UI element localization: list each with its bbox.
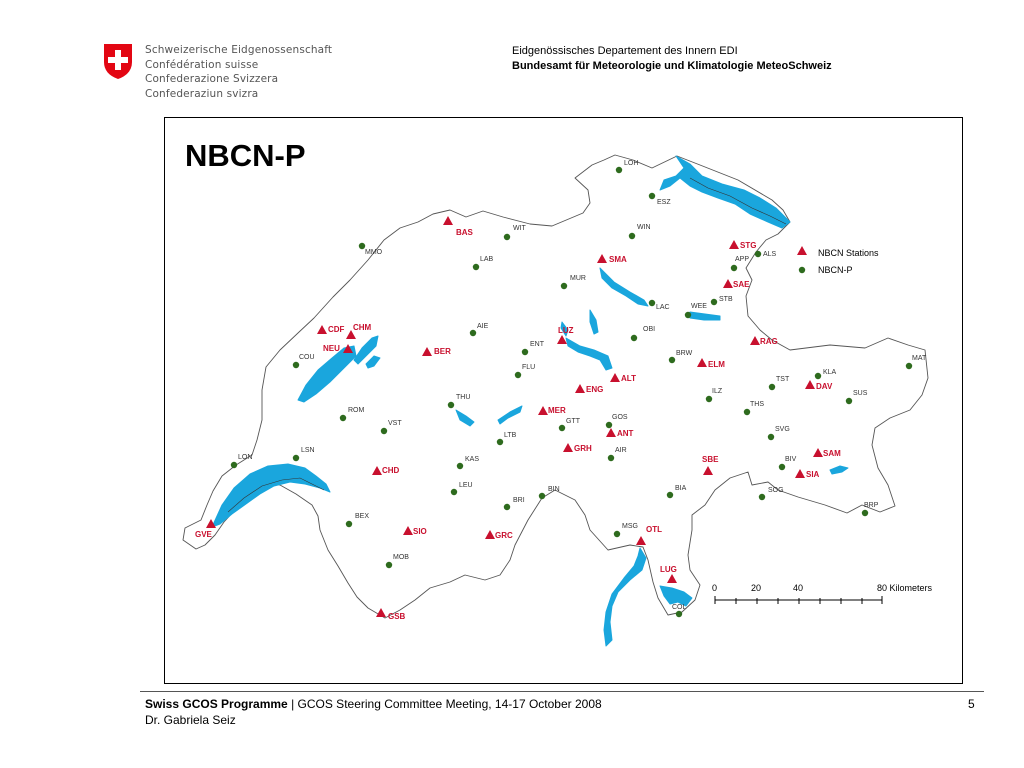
nbcn-marker-sbe bbox=[703, 466, 713, 475]
nbcnp-marker-lab bbox=[473, 264, 479, 270]
nbcnp-marker-mat bbox=[906, 363, 912, 369]
footer-divider bbox=[140, 691, 984, 692]
nbcnp-label-mat: MAT bbox=[912, 355, 927, 362]
nbcn-marker-lug bbox=[667, 574, 677, 583]
nbcnp-marker-app bbox=[731, 265, 737, 271]
nbcnp-marker-thu bbox=[448, 402, 454, 408]
nbcnp-label-lab: LAB bbox=[480, 256, 494, 263]
nbcn-label-gsb: GSB bbox=[388, 612, 406, 621]
nbcnp-marker-aie bbox=[470, 330, 476, 336]
page-number: 5 bbox=[968, 697, 975, 711]
nbcnp-marker-bia bbox=[667, 492, 673, 498]
nbcnp-label-air: AIR bbox=[615, 447, 627, 454]
map-legend bbox=[797, 246, 879, 275]
nbcnp-marker-ltb bbox=[497, 439, 503, 445]
nbcn-label-lug: LUG bbox=[660, 565, 677, 574]
nbcnp-marker-gos bbox=[606, 422, 612, 428]
nbcnp-marker-cou bbox=[293, 362, 299, 368]
nbcnp-marker-lac bbox=[649, 300, 655, 306]
nbcn-marker-sae bbox=[723, 279, 733, 288]
nbcnp-marker-tst bbox=[769, 384, 775, 390]
nbcn-label-elm: ELM bbox=[708, 360, 725, 369]
nbcn-marker-chd bbox=[372, 466, 382, 475]
nbcn-label-otl: OTL bbox=[646, 525, 662, 534]
nbcn-marker-rag bbox=[750, 336, 760, 345]
lake-lucerne bbox=[566, 338, 612, 370]
nbcn-marker-gsb bbox=[376, 608, 386, 617]
nbcn-marker-eng bbox=[575, 384, 585, 393]
lake-zurich bbox=[600, 268, 648, 306]
nbcn-label-gve: GVE bbox=[195, 530, 212, 539]
nbcn-marker-dav bbox=[805, 380, 815, 389]
nbcn-label-sae: SAE bbox=[733, 280, 750, 289]
nbcnp-marker-esz bbox=[649, 193, 655, 199]
nbcnp-label-thu: THU bbox=[456, 394, 471, 401]
confed-line-rm: Confederaziun svizra bbox=[145, 87, 259, 100]
nbcnp-label-gos: GOS bbox=[612, 414, 628, 421]
nbcnp-label-lon: LON bbox=[238, 454, 253, 461]
nbcn-marker-bas bbox=[443, 216, 453, 225]
nbcnp-label-ltb: LTB bbox=[504, 432, 517, 439]
nbcnp-label-bin: BIN bbox=[548, 486, 560, 493]
nbcnp-marker-wit bbox=[504, 234, 510, 240]
nbcnp-label-wee: WEE bbox=[691, 303, 707, 310]
lake-geneva bbox=[212, 464, 330, 527]
nbcnp-marker-brp bbox=[862, 510, 868, 516]
nbcnp-label-esz: ESZ bbox=[657, 199, 671, 206]
nbcnp-marker-kla bbox=[815, 373, 821, 379]
nbcnp-label-svg: SVG bbox=[775, 426, 790, 433]
nbcnp-label-obi: OBI bbox=[643, 326, 656, 333]
nbcn-marker-ant bbox=[606, 428, 616, 437]
nbcnp-label-mur: MUR bbox=[570, 275, 586, 282]
nbcnp-label-biv: BIV bbox=[785, 456, 797, 463]
nbcn-marker-stg bbox=[729, 240, 739, 249]
nbcnp-marker-mur bbox=[561, 283, 567, 289]
nbcn-label-ber: BER bbox=[434, 347, 451, 356]
nbcn-label-chd: CHD bbox=[382, 466, 400, 475]
scale-bar bbox=[712, 583, 933, 604]
slide-title: NBCN-P bbox=[185, 138, 306, 173]
lake-brienz bbox=[498, 406, 522, 424]
nbcnp-label-bia: BIA bbox=[675, 485, 687, 492]
nbcnp-label-mmo: MMO bbox=[365, 249, 383, 256]
nbcn-marker-sam bbox=[813, 448, 823, 457]
nbcnp-label-lac: LAC bbox=[656, 304, 670, 311]
nbcnp-marker-sog bbox=[759, 494, 765, 500]
scale-label-0: 0 bbox=[712, 583, 718, 593]
nbcnp-label-leu: LEU bbox=[459, 482, 473, 489]
nbcn-label-sma: SMA bbox=[609, 255, 627, 264]
nbcn-label-bas: BAS bbox=[456, 228, 473, 237]
nbcnp-label-stb: STB bbox=[719, 296, 733, 303]
nbcnp-label-win: WIN bbox=[637, 224, 651, 231]
nbcn-marker-elm bbox=[697, 358, 707, 367]
nbcnp-label-mob: MOB bbox=[393, 554, 409, 561]
nbcnp-label-kas: KAS bbox=[465, 456, 480, 463]
nbcn-label-ant: ANT bbox=[617, 429, 634, 438]
nbcnp-marker-stb bbox=[711, 299, 717, 305]
lake-murten bbox=[366, 356, 380, 368]
nbcnp-marker-loh bbox=[616, 167, 622, 173]
nbcnp-marker-mob bbox=[386, 562, 392, 568]
nbcnp-marker-air bbox=[608, 455, 614, 461]
lake-lugano bbox=[660, 586, 692, 606]
nbcn-marker-sio bbox=[403, 526, 413, 535]
footer-meeting: | GCOS Steering Committee Meeting, 14-17 October 2008 bbox=[291, 697, 602, 711]
lake-constance bbox=[660, 156, 790, 228]
department-name: Eidgenössisches Departement des Innern EDI bbox=[512, 45, 738, 57]
nbcnp-label-wit: WIT bbox=[513, 225, 526, 232]
nbcnp-label-flu: FLU bbox=[522, 364, 536, 371]
nbcnp-label-brp: BRP bbox=[864, 502, 879, 509]
nbcnp-marker-bin bbox=[539, 493, 545, 499]
nbcnp-label-ilz: ILZ bbox=[712, 388, 723, 395]
nbcn-marker-alt bbox=[610, 373, 620, 382]
nbcn-label-sia: SIA bbox=[806, 470, 820, 479]
office-name: Bundesamt für Meteorologie und Klimatologie MeteoSchweiz bbox=[512, 60, 832, 72]
lake-maggiore bbox=[604, 548, 646, 646]
legend-nbcn-label: NBCN Stations bbox=[818, 248, 879, 258]
nbcnp-marker-obi bbox=[631, 335, 637, 341]
nbcnp-marker-gtt bbox=[559, 425, 565, 431]
nbcnp-marker-ilz bbox=[706, 396, 712, 402]
nbcn-marker-luz bbox=[557, 335, 567, 344]
nbcn-marker-sia bbox=[795, 469, 805, 478]
footer-line-1 bbox=[145, 697, 602, 711]
nbcnp-marker-ent bbox=[522, 349, 528, 355]
nbcnp-marker-kas bbox=[457, 463, 463, 469]
nbcnp-marker-svg bbox=[768, 434, 774, 440]
lake-walen bbox=[690, 312, 720, 320]
nbcn-label-alt: ALT bbox=[621, 374, 636, 383]
lake-zug bbox=[590, 310, 598, 334]
nbcnp-label-brw: BRW bbox=[676, 350, 693, 357]
nbcnp-label-cou: COU bbox=[299, 354, 315, 361]
scale-label-80: 80 Kilometers bbox=[877, 583, 933, 593]
nbcn-label-mer: MER bbox=[548, 406, 566, 415]
nbcnp-label-ent: ENT bbox=[530, 341, 544, 348]
nbcnp-label-sog: SOG bbox=[768, 487, 784, 494]
lake-sils bbox=[830, 466, 848, 474]
nbcnp-label-gtt: GTT bbox=[566, 418, 580, 425]
nbcnp-label-bex: BEX bbox=[355, 513, 370, 520]
nbcnp-marker-sus bbox=[846, 398, 852, 404]
nbcnp-marker-msg bbox=[614, 531, 620, 537]
nbcnp-marker-win bbox=[629, 233, 635, 239]
scale-label-20: 20 bbox=[751, 583, 762, 593]
footer-author: Dr. Gabriela Seiz bbox=[145, 713, 236, 727]
nbcn-marker-cdf bbox=[317, 325, 327, 334]
nbcn-label-sbe: SBE bbox=[702, 455, 719, 464]
nbcnp-label-lsn: LSN bbox=[301, 447, 315, 454]
nbcnp-marker-bex bbox=[346, 521, 352, 527]
nbcn-stations bbox=[195, 216, 841, 621]
nbcnp-label-sus: SUS bbox=[853, 390, 868, 397]
nbcnp-marker-ths bbox=[744, 409, 750, 415]
nbcn-label-stg: STG bbox=[740, 241, 757, 250]
nbcnp-marker-wee bbox=[685, 312, 691, 318]
nbcn-label-eng: ENG bbox=[586, 385, 604, 394]
legend-nbcn-icon bbox=[797, 246, 807, 255]
nbcnp-label-ths: THS bbox=[750, 401, 764, 408]
confed-line-fr: Confédération suisse bbox=[145, 58, 259, 71]
nbcnp-marker-col bbox=[676, 611, 682, 617]
nbcnp-label-kla: KLA bbox=[823, 369, 837, 376]
nbcnp-label-app: APP bbox=[735, 256, 750, 263]
nbcn-label-dav: DAV bbox=[816, 382, 833, 391]
nbcnp-marker-biv bbox=[779, 464, 785, 470]
nbcnp-marker-brw bbox=[669, 357, 675, 363]
nbcn-marker-sma bbox=[597, 254, 607, 263]
nbcnp-label-vst: VST bbox=[388, 420, 402, 427]
nbcnp-label-rom: ROM bbox=[348, 407, 365, 414]
legend-nbcnp-icon bbox=[799, 267, 805, 273]
scale-label-40: 40 bbox=[793, 583, 804, 593]
nbcnp-label-aie: AIE bbox=[477, 323, 489, 330]
nbcnp-marker-rom bbox=[340, 415, 346, 421]
confed-line-de: Schweizerische Eidgenossenschaft bbox=[145, 44, 333, 56]
nbcn-label-grh: GRH bbox=[574, 444, 592, 453]
nbcn-marker-ber bbox=[422, 347, 432, 356]
nbcn-label-grc: GRC bbox=[495, 531, 513, 540]
nbcn-label-rag: RAG bbox=[760, 337, 778, 346]
nbcnp-marker-als bbox=[755, 251, 761, 257]
footer-programme: Swiss GCOS Programme bbox=[145, 697, 288, 711]
nbcnp-label-tst: TST bbox=[776, 376, 790, 383]
nbcnp-marker-flu bbox=[515, 372, 521, 378]
nbcnp-label-als: ALS bbox=[763, 251, 777, 258]
nbcnp-marker-leu bbox=[451, 489, 457, 495]
nbcn-label-chm: CHM bbox=[353, 323, 372, 332]
nbcnp-marker-lsn bbox=[293, 455, 299, 461]
nbcn-label-luz: LUZ bbox=[558, 326, 574, 335]
nbcnp-label-loh: LOH bbox=[624, 160, 639, 167]
nbcnp-marker-bri bbox=[504, 504, 510, 510]
nbcn-label-sio: SIO bbox=[413, 527, 427, 536]
nbcnp-marker-vst bbox=[381, 428, 387, 434]
nbcn-marker-grh bbox=[563, 443, 573, 452]
nbcn-marker-mer bbox=[538, 406, 548, 415]
nbcnp-label-msg: MSG bbox=[622, 523, 638, 530]
nbcnp-marker-lon bbox=[231, 462, 237, 468]
nbcnp-label-bri: BRI bbox=[513, 497, 525, 504]
lake-thun bbox=[456, 410, 474, 426]
legend-nbcnp-label: NBCN-P bbox=[818, 265, 853, 275]
nbcnp-label-col: COL bbox=[672, 604, 687, 611]
nbcn-label-sam: SAM bbox=[823, 449, 841, 458]
nbcn-marker-otl bbox=[636, 536, 646, 545]
nbcn-label-cdf: CDF bbox=[328, 325, 345, 334]
nbcn-label-neu: NEU bbox=[323, 344, 340, 353]
confed-line-it: Confederazione Svizzera bbox=[145, 73, 279, 85]
nbcn-marker-grc bbox=[485, 530, 495, 539]
